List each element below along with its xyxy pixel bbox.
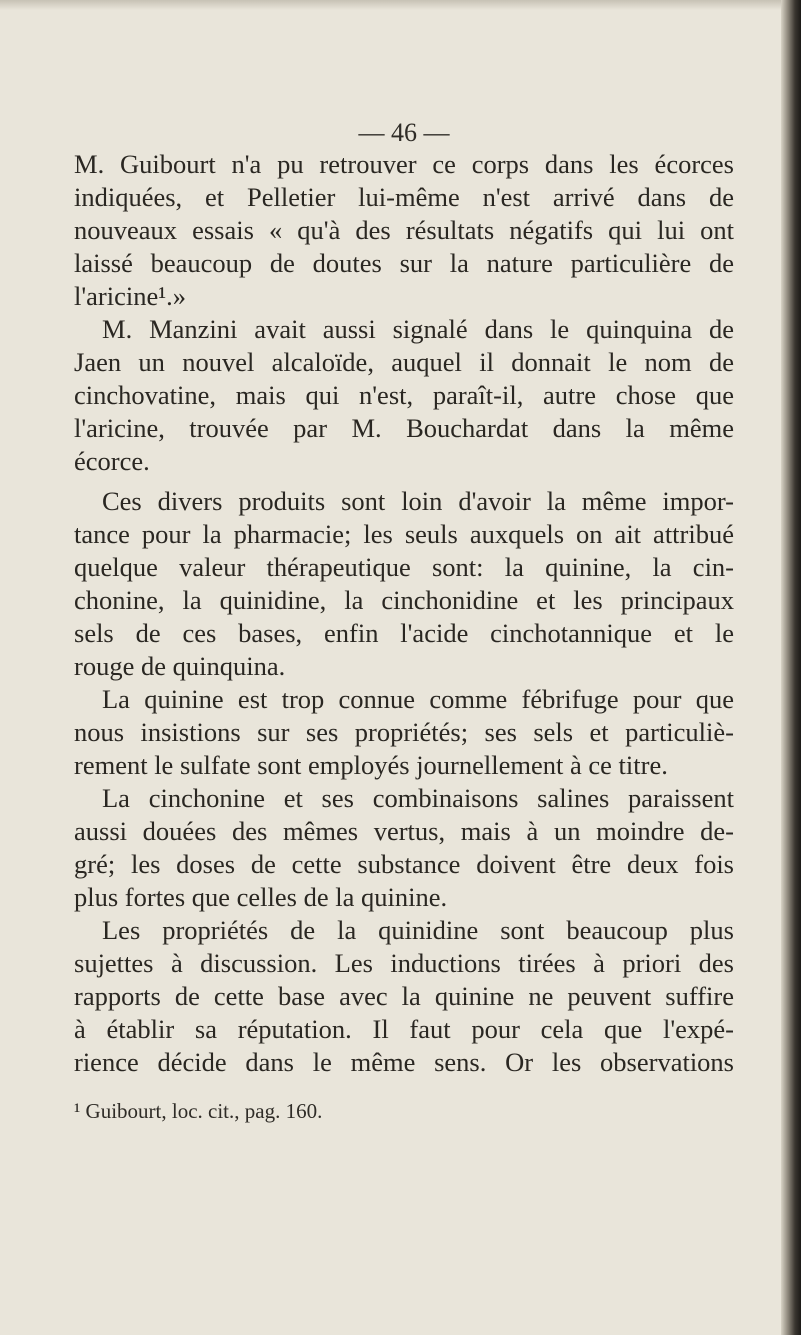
text-line: rement le sulfate sont employés journellement à ce titre. (74, 750, 668, 780)
text-line: Les propriétés de la quinidine sont beaucoup plus (102, 915, 734, 945)
text-line: La quinine est trop connue comme fébrifuge pour que (102, 684, 734, 714)
text-line: sels de ces bases, enfin l'acide cinchotannique et le (74, 618, 734, 648)
text-line: quelque valeur thérapeutique sont: la quinine, la cin- (74, 552, 734, 582)
text-line: nouveaux essais « qu'à des résultats négatifs qui lui ont (74, 215, 734, 245)
text-line: tance pour la pharmacie; les seuls auxquels on ait attribué (74, 519, 734, 549)
text-line: écorce. (74, 446, 150, 476)
text-line: laissé beaucoup de doutes sur la nature particulière de (74, 248, 734, 278)
page-number: — 46 — (358, 118, 450, 147)
text-line: l'aricine¹.» (74, 281, 187, 311)
text-line: indiquées, et Pelletier lui-même n'est arrivé dans de (74, 182, 734, 212)
text-line: l'aricine, trouvée par M. Bouchardat dans la même (74, 413, 734, 443)
text-line: M. Manzini avait aussi signalé dans le quinquina de (102, 314, 734, 344)
footnote: ¹ Guibourt, loc. cit., pag. 160. (74, 1099, 323, 1123)
text-line: M. Guibourt n'a pu retrouver ce corps dans les écorces (74, 149, 734, 179)
text-line: gré; les doses de cette substance doivent être deux fois (74, 849, 734, 879)
text-line: rouge de quinquina. (74, 651, 286, 681)
text-line: rience décide dans le même sens. Or les observations (74, 1047, 734, 1077)
text-line: sujettes à discussion. Les inductions tirées à priori des (74, 948, 734, 978)
text-line: cinchovatine, mais qui n'est, paraît-il, autre chose que (74, 380, 734, 410)
text-line: aussi douées des mêmes vertus, mais à un moindre de- (74, 816, 734, 846)
text-line: nous insistions sur ses propriétés; ses sels et particuliè- (74, 717, 734, 747)
text-line: La cinchonine et ses combinaisons salines paraissent (102, 783, 734, 813)
text-line: Jaen un nouvel alcaloïde, auquel il donnait le nom de (74, 347, 734, 377)
text-line: à établir sa réputation. Il faut pour cela que l'expé- (74, 1014, 734, 1044)
text-line: plus fortes que celles de la quinine. (74, 882, 448, 912)
text-line: Ces divers produits sont loin d'avoir la même impor- (102, 486, 734, 516)
text-line: rapports de cette base avec la quinine ne peuvent suffire (74, 981, 734, 1011)
page-top-shadow (0, 0, 801, 10)
page-binding-shadow (781, 0, 801, 1335)
text-line: chonine, la quinidine, la cinchonidine et les principaux (74, 585, 734, 615)
